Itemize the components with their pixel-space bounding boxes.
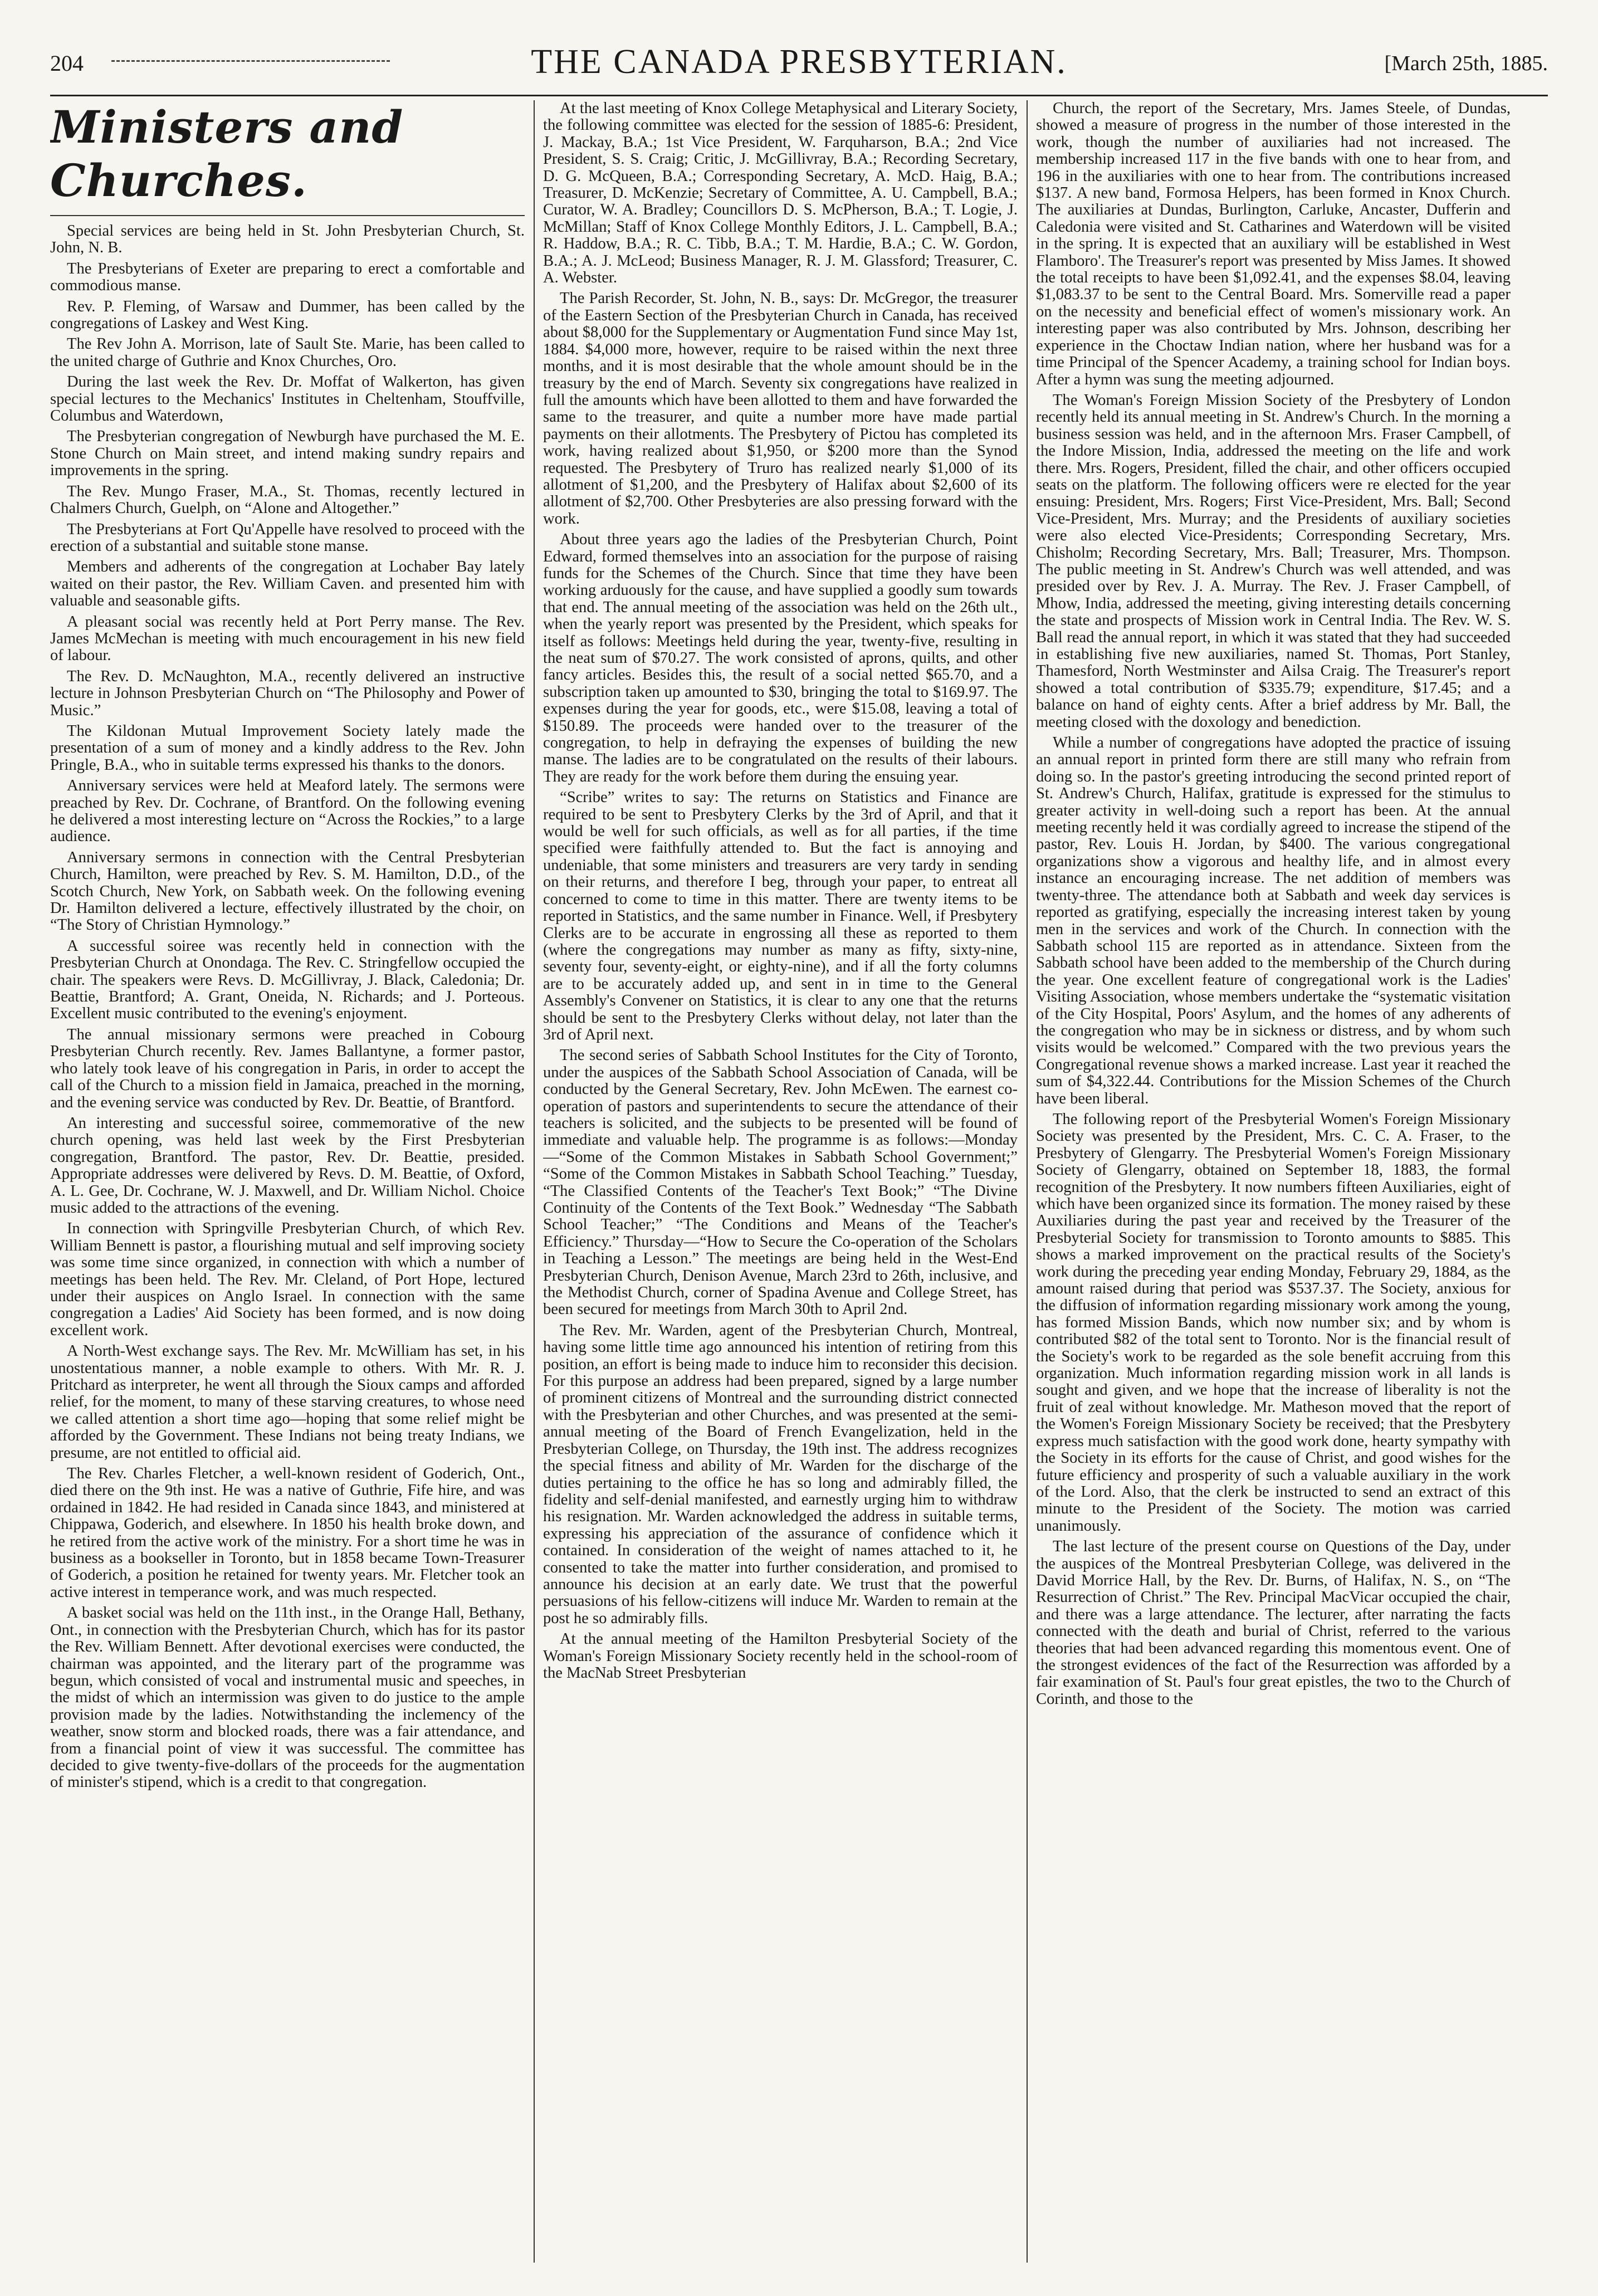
article-paragraph: Members and adherents of the congregation at Lochaber Bay lately waited on their pastor, the Rev. William Caven. and presented him with valuable and seasonable gifts.	[50, 558, 525, 610]
article-paragraph: The Kildonan Mutual Improvement Society lately made the presentation of a sum of money and a kindly address to the Rev. John Pringle, B.A., who in suitable terms expressed his thanks to the donors.	[50, 722, 525, 774]
article-paragraph: At the annual meeting of the Hamilton Presbyterial Society of the Woman's Foreign Missionary Society recently held in the school-room of the MacNab Street Presbyterian	[543, 1630, 1018, 1682]
article-paragraph: Anniversary services were held at Meaford lately. The sermons were preached by Rev. Dr. Cochrane, of Brantford. On the following evening he delivered a most interesting lecture on “Across the Rockies,” to a large audience.	[50, 777, 525, 846]
article-paragraph: The Presbyterians at Fort Qu'Appelle have resolved to proceed with the erection of a substantial and suitable stone manse.	[50, 520, 525, 555]
article-paragraph: While a number of congregations have adopted the practice of issuing an annual report in printed form there are still many who refrain from doing so. In the pastor's greeting introducing the second printed report of St. Andrew's Church, Halifax, gratitude is expressed for the stimulus to greater activity in well-doing such a report has been. At the annual meeting recently held it was cordially agreed to increase the stipend of the pastor, Rev. Louis H. Jordan, by $400. The various congregational organizations show a vigorous and healthy life, and in almost every instance an encouraging increase. The net addition of members was twenty-three. The attendance both at Sabbath and week day services is reported as gratifying, especially the increasing interest taken by young men in the services and work of the Church. In connection with the Sabbath school 115 are reported as in attendance. Sixteen from the Sabbath school have been added to the membership of the Church during the year. One excellent feature of congregational work is the Ladies' Visiting Association, whose members undertake the “systematic visitation of the City Hospital, Poors' Asylum, and the homes of any adherents of the congregation who may be in sickness or distress, and by whom such visits would be welcomed.” Compared with the two previous years the Congregational revenue shows a marked increase. Last year it reached the sum of $4,322.44. Contributions for the Mission Schemes of the Church have been liberal.	[1036, 734, 1511, 1107]
page-number: 204	[50, 51, 84, 76]
column-1-body	[50, 223, 525, 1791]
column-3-body	[1036, 100, 1511, 1708]
article-paragraph: A pleasant social was recently held at Port Perry manse. The Rev. James McMechan is meeting with much encouragement in his new field of labour.	[50, 613, 525, 665]
article-paragraph: The Woman's Foreign Mission Society of the Presbytery of London recently held its annual meeting in St. Andrew's Church. In the morning a business session was held, and in the afternoon Mrs. Fraser Campbell, of the Indore Mission, India, addressed the meeting on the life and work there. Mrs. Rogers, President, filled the chair, and other officers occupied seats on the platform. The following officers were re elected for the year ensuing: President, Mrs. Rogers; First Vice-President, Mrs. Ball; Second Vice-President, Mrs. Murray; and the Presidents of auxiliary societies were also elected Vice-Presidents; Corresponding Secretary, Mrs. Chisholm; Recording Secretary, Mrs. Ball; Treasurer, Mrs. Thompson. The public meeting in St. Andrew's Church was well attended, and was presided over by Rev. J. A. Murray. The Rev. J. Fraser Campbell, of Mhow, India, addressed the meeting, giving interesting details concerning the state and prospects of Mission work in Central India. The Rev. W. S. Ball read the annual report, in which it was stated that they had succeeded in establishing five new auxiliaries, named St. Thomas, Port Stanley, Thamesford, North Westminster and Ailsa Craig. The Treasurer's report showed a total contribution of $335.79; expenditure, $17.45; and a balance on hand of eighty cents. After a brief address by Mr. Ball, the meeting closed with the doxology and benediction.	[1036, 391, 1511, 731]
article-paragraph: During the last week the Rev. Dr. Moffat of Walkerton, has given special lectures to the Mechanics' Institutes in Cheltenham, Stouffville, Columbus and Waterdown,	[50, 373, 525, 425]
article-paragraph: Rev. P. Fleming, of Warsaw and Dummer, has been called by the congregations of Laskey and West King.	[50, 297, 525, 333]
article-paragraph: The second series of Sabbath School Institutes for the City of Toronto, under the auspices of the Sabbath School Association of Canada, will be conducted by the General Secretary, Rev. John McEwen. The earnest co-operation of pastors and superintendents to secure the attendance of their teachers is solicited, and the subjects to be presented will be found of immediate and valuable help. The programme is as follows:—Monday—“Some of the Common Mistakes in Sabbath School Government;” “Some of the Common Mistakes in Sabbath School Teaching.” Tuesday, “The Classified Contents of the Teacher's Text Book;” “The Divine Continuity of the Contents of the Text Book.” Wednesday “The Sabbath School Teacher;” “The Conditions and Means of the Teacher's Efficiency.” Thursday—“How to Secure the Co-operation of the Scholars in Teaching a Lesson.” The meetings are being held in the West-End Presbyterian Church, Denison Avenue, March 23rd to 26th, inclusive, and the Methodist Church, corner of Spadina Avenue and College Street, has been secured for meetings from March 30th to April 2nd.	[543, 1047, 1018, 1318]
article-paragraph: Church, the report of the Secretary, Mrs. James Steele, of Dundas, showed a measure of progress in the number of those interested in the work, though the number of auxiliaries had not increased. The membership increased 117 in the five bands with one to hear from, and 196 in the auxiliaries with one to hear from. The contributions increased $137. A new band, Formosa Helpers, has been formed in Knox Church. The auxiliaries at Dundas, Burlington, Carluke, Ancaster, Dufferin and Caledonia were visited and St. Catharines and Waterdown will be visited in the spring. It is expected that an auxiliary will be established in West Flamboro'. The Treasurer's report was presented by Miss James. It showed the total receipts to have been $1,092.41, and the expenses $8.04, leaving $1,083.37 to be sent to the Central Board. Mrs. Somerville read a paper on the necessity and beneficial effect of women's missionary work. An interesting paper was also contributed by Mrs. Johnson, describing her experience in the Choctaw Indian nation, where her husband was for a time Principal of the Spencer Academy, a training school for Indian boys. After a hymn was sung the meeting adjourned.	[1036, 100, 1511, 388]
article-paragraph: A successful soiree was recently held in connection with the Presbyterian Church at Onondaga. The Rev. C. Stringfellow occupied the chair. The speakers were Revs. D. McGillivray, J. Black, Caledonia; Dr. Beattie, Brantford; A. Grant, Oneida, N. Richards; and J. Porteous. Excellent music contributed to the evening's enjoyment.	[50, 937, 525, 1023]
column-divider	[1027, 100, 1028, 2263]
section-heading: Ministers and Churches.	[50, 101, 404, 207]
article-paragraph: The Presbyterians of Exeter are preparing to erect a comfortable and commodious manse.	[50, 260, 525, 295]
article-paragraph: The Rev. Mungo Fraser, M.A., St. Thomas, recently lectured in Chalmers Church, Guelph, on “Alone and Altogether.”	[50, 482, 525, 517]
article-paragraph: Special services are being held in St. John Presbyterian Church, St. John, N. B.	[50, 222, 525, 257]
article-paragraph: Anniversary sermons in connection with the Central Presbyterian Church, Hamilton, were preached by Rev. S. M. Hamilton, D.D., of the Scotch Church, New York, on Sabbath week. On the following evening Dr. Hamilton delivered a lecture, effectively illustrated by the choir, on “The Story of Christian Hymnology.”	[50, 848, 525, 934]
dashed-rule	[111, 60, 390, 62]
article-paragraph: At the last meeting of Knox College Metaphysical and Literary Society, the following committee was elected for the session of 1885-6: President, J. Mackay, B.A.; 1st Vice President, W. Farquharson, B.A.; 2nd Vice President, S. S. Craig; Critic, J. McGillivray, B.A.; Recording Secretary, D. G. McQueen, B.A.; Corresponding Secretary, A. McD. Haig, B.A.; Treasurer, D. McKenzie; Secretary of Committee, A. U. Campbell, B.A.; Curator, W. A. Bradley; Councillors D. S. McPherson, B.A.; T. Logie, J. McMillan; Staff of Knox College Monthly Editors, J. L. Campbell, B.A.; R. Haddow, B.A.; R. C. Tibb, B.A.; T. M. Hardie, B.A.; C. W. Gordon, B.A.; A. J. McLeod; Business Manager, R. J. M. Glassford; Treasurer, C. A. Webster.	[543, 100, 1018, 287]
article-paragraph: A North-West exchange says. The Rev. Mr. McWilliam has set, in his unostentatious manner, a noble example to others. With Mr. R. J. Pritchard as interpreter, he went all through the Sioux camps and afforded relief, for the moment, to many of these starving creatures, to whose need we called attention a short time ago—hoping that some relief might be afforded by the Government. These Indians not being treaty Indians, we presume, are not entitled to official aid.	[50, 1342, 525, 1462]
column-3	[1036, 100, 1511, 2263]
column-2-body	[543, 100, 1018, 1682]
heading-rule	[50, 215, 525, 216]
article-paragraph: The Rev John A. Morrison, late of Sault Ste. Marie, has been called to the united charge of Guthrie and Knox Churches, Oro.	[50, 335, 525, 370]
article-paragraph: An interesting and successful soiree, commemorative of the new church opening, was held last week by the First Presbyterian congregation, Brantford. The pastor, Rev. Dr. Beattie, presided. Appropriate addresses were delivered by Revs. D. M. Beattie, of Oxford, A. L. Gee, Dr. Cochrane, W. J. Maxwell, and Dr. William Nichol. Choice music added to the attractions of the evening.	[50, 1114, 525, 1217]
column-divider	[534, 100, 535, 2263]
article-paragraph: About three years ago the ladies of the Presbyterian Church, Point Edward, formed themselves into an association for the purpose of raising funds for the Schemes of the Church. Since that time they have been working arduously for the cause, and have supplied a goodly sum towards that end. The annual meeting of the association was held on the 26th ult., when the yearly report was presented by the President, which speaks for itself as follows: Meetings held during the year, twenty-five, resulting in the neat sum of $70.27. The work consisted of aprons, quilts, and other fancy articles. Besides this, the result of a social netted $65.70, and a subscription taken up amounted to $30, bringing the total to $169.97. The expenses during the year for goods, etc., were $15.08, leaving a total of $150.89. The proceeds were handed over to the treasurer of the congregation, to help in defraying the expenses of building the new manse. The ladies are to be congratulated on the results of their labours. They are ready for the work before them during the ensuing year.	[543, 531, 1018, 785]
column-1	[50, 100, 525, 2263]
article-paragraph: The Rev. D. McNaughton, M.A., recently delivered an instructive lecture in Johnson Presbyterian Church on “The Philosophy and Power of Music.”	[50, 667, 525, 719]
article-paragraph: The Rev. Mr. Warden, agent of the Presbyterian Church, Montreal, having some little time ago announced his intention of retiring from this position, an effort is being made to induce him to reconsider this decision. For this purpose an address had been prepared, signed by a large number of prominent citizens of Montreal and the surrounding district connected with the Presbyterian and other Churches, and was presented at the semi-annual meeting of the Board of French Evangelization, held in the Presbyterian College, on Thursday, the 19th inst. The address recognizes the special fitness and ability of Mr. Warden for the discharge of the duties pertaining to the office he has so long and admirably filled, the fidelity and self-denial manifested, and earnestly urging him to withdraw his resignation. Mr. Warden acknowledged the address in suitable terms, expressing his appreciation of the assurance of confidence which it contained. In consideration of the weight of names attached to it, he consented to take the matter into further consideration, and promised to announce his decision at an early date. We trust that the powerful persuasions of his fellow-citizens will induce Mr. Warden to remain at the post he so admirably fills.	[543, 1321, 1018, 1627]
column-2	[543, 100, 1018, 2263]
article-paragraph: The Presbyterian congregation of Newburgh have purchased the M. E. Stone Church on Main street, and intend making sundry repairs and improvements in the spring.	[50, 428, 525, 480]
issue-date: [March 25th, 1885.	[1384, 52, 1548, 75]
masthead	[50, 39, 1548, 96]
article-paragraph: The Parish Recorder, St. John, N. B., says: Dr. McGregor, the treasurer of the Eastern Section of the Presbyterian Church in Canada, has received about $8,000 for the Supplementary or Augmentation Fund since May 1st, 1884. $4,000 more, however, require to be raised within the next three months, and it is most desirable that the whole amount should be in the treasury by the end of March. Seventy six congregations have realized in full the amounts which have been allotted to them and have forwarded the same to the treasurer, and quite a number more have made partial payments on their allotments. The Presbytery of Pictou has completed its work, having realized about $1,950, or $200 more than the Synod requested. The Presbytery of Truro has realized nearly $1,000 of its allotment of $1,200, and the Presbytery of Halifax about $2,600 of its allotment of $2,700. Other Presbyteries are also pressing forward with the work.	[543, 290, 1018, 527]
newspaper-title: THE CANADA PRESBYTERIAN.	[531, 43, 1067, 81]
columns-container	[50, 100, 1548, 2263]
article-paragraph: The Rev. Charles Fletcher, a well-known resident of Goderich, Ont., died there on the 9th inst. He was a native of Guthrie, Fife hire, and was ordained in 1842. He had resided in Canada since 1843, and ministered at Chippawa, Goderich, and elsewhere. In 1850 his health broke down, and he retired from the active work of the ministry. For a short time he was in business as a bookseller in Toronto, but in 1858 became Town-Treasurer of Goderich, a position he retained for twenty years. Mr. Fletcher took an active interest in temperance work, and was much respected.	[50, 1465, 525, 1601]
article-paragraph: “Scribe” writes to say: The returns on Statistics and Finance are required to be sent to Presbytery Clerks by the 3rd of April, and that it would be well for such officials, as well as for all parties, if the time specified were faithfully attended to. But the fact is annoying and undeniable, that some ministers and treasurers are very tardy in sending on their returns, and therefore I beg, through your paper, to entreat all concerned to come to time in this matter. There are twenty items to be reported in Statistics, and the same number in Finance. Well, if Presbytery Clerks are to be accurate in engrossing all these as reported to them (where the congregations may number as many as fifty, sixty-nine, seventy four, seventy-eight, or eighty-nine), and if all the forty columns are to be accurately added up, and sent in in time to the General Assembly's Convener on Statistics, it is clear to any one that the returns should be sent to the Presbytery Clerks without delay, not later than the 3rd of April next.	[543, 789, 1018, 1043]
article-paragraph: The last lecture of the present course on Questions of the Day, under the auspices of the Montreal Presbyterian College, was delivered in the David Morrice Hall, by the Rev. Dr. Burns, of Halifax, N. S., on “The Resurrection of Christ.” The Rev. Principal MacVicar occupied the chair, and there was a large attendance. The lecturer, after narrating the facts connected with the death and burial of Christ, referred to the various theories that had been advanced regarding this momentous event. One of the strongest evidences of the fact of the Resurrection was afforded by a fair examination of St. Paul's four great epistles, the two to the Church of Corinth, and those to the	[1036, 1538, 1511, 1708]
article-paragraph: A basket social was held on the 11th inst., in the Orange Hall, Bethany, Ont., in connection with the Presbyterian Church, which has for its pastor the Rev. William Bennett. After devotional exercises were conducted, the chairman was appointed, and the literary part of the programme was begun, which consisted of vocal and instrumental music and speeches, in the midst of which an intermission was given to do justice to the ample provision made by the ladies. Notwithstanding the inclemency of the weather, snow storm and blocked roads, there was a fair attendance, and from a financial point of view it was successful. The committee has decided to give twenty-five-dollars of the proceeds for the augmentation of minister's stipend, which is a credit to that congregation.	[50, 1604, 525, 1791]
article-paragraph: The annual missionary sermons were preached in Cobourg Presbyterian Church recently. Rev. James Ballantyne, a former pastor, who lately took leave of his congregation in Paris, in order to accept the call of the Church to a mission field in Jamaica, preached in the morning, and the evening service was conducted by Rev. Dr. Beattie, of Brantford.	[50, 1025, 525, 1111]
article-paragraph: The following report of the Presbyterial Women's Foreign Missionary Society was presented by the President, Mrs. C. C. A. Fraser, to the Presbytery of Glengarry. The Presbyterial Women's Foreign Missionary Society of Glengarry, obtained on September 18, 1883, the formal recognition of the Presbytery. It now numbers fifteen Auxiliaries, eight of which have been organized since its formation. The money raised by these Auxiliaries during the past year and received by the Treasurer of the Presbyterial Society for transmission to Toronto amounts to $885. This shows a marked improvement on the practical results of the Society's work during the preceding year ending Monday, February 29, 1884, as the amount raised during that period was $537.37. The Society, anxious for the diffusion of information regarding missionary work among the young, has formed Mission Bands, which now number six; and by whom is contributed $82 of the total sent to Toronto. Nor is the financial result of the Society's work to be regarded as the sole benefit accruing from this organization. Much information regarding mission work in all lands is sought and given, and we hope that the increase of liberality is not the fruit of zeal without knowledge. Mr. Matheson moved that the report of the Women's Foreign Missionary Society be received; that the Presbytery express much satisfaction with the good work done, hearty sympathy with the Society in its efforts for the cause of Christ, and good wishes for the future efficiency and prosperity of such a valuable auxiliary in the work of the Lord. Also, that the clerk be instructed to send an extract of this minute to the President of the Society. The motion was carried unanimously.	[1036, 1110, 1511, 1535]
article-paragraph: In connection with Springville Presbyterian Church, of which Rev. William Bennett is pastor, a flourishing mutual and self improving society was some time since organized, in connection with which a number of meetings has been held. The Rev. Mr. Cleland, of Port Hope, lectured under their auspices on Anglo Israel. In connection with the same congregation a Ladies' Aid Society has been formed, and is now doing excellent work.	[50, 1220, 525, 1339]
